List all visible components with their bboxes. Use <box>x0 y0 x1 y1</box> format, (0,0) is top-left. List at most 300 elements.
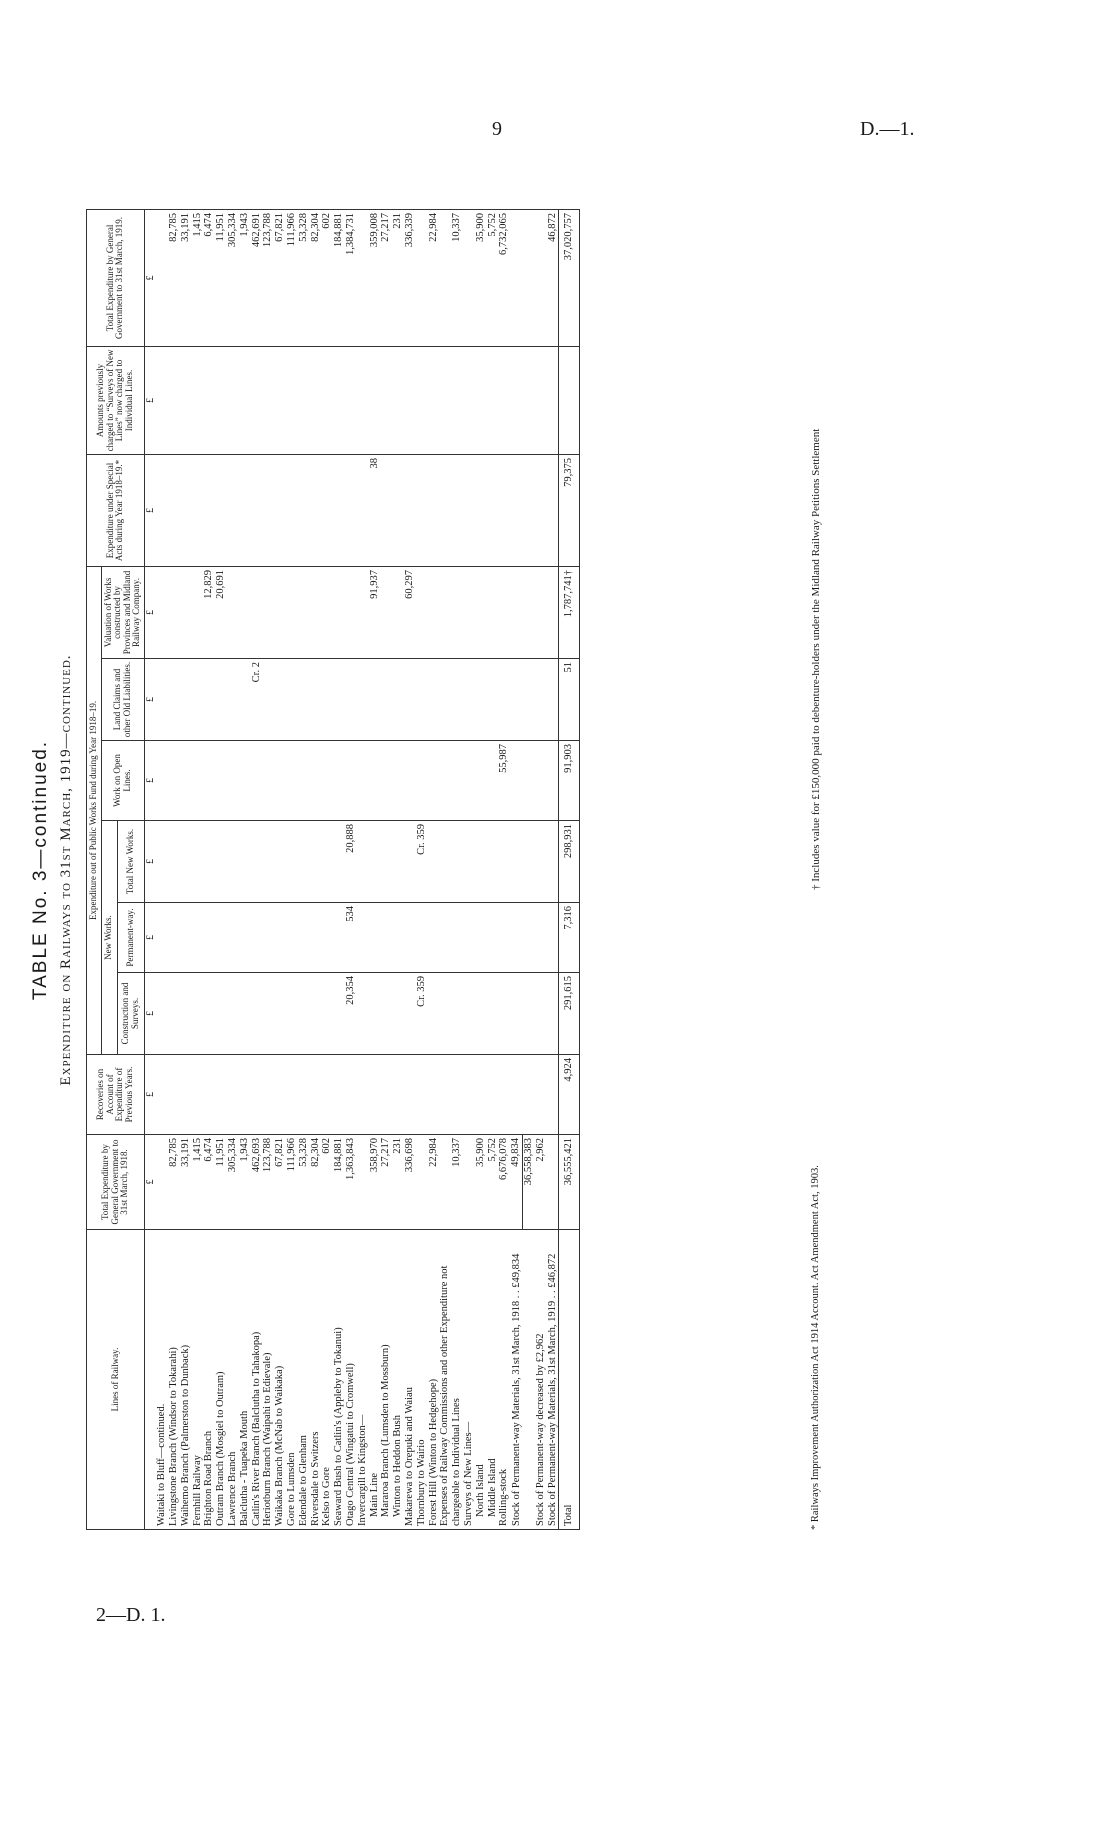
total-rec: 4,924 <box>559 1055 580 1135</box>
cell-t18: 35,900 <box>475 1135 487 1230</box>
cell-tnew <box>487 821 499 903</box>
cell-spec <box>298 454 310 566</box>
cell-land <box>463 659 475 741</box>
cell-tnew <box>203 821 215 903</box>
cell-surv <box>404 346 416 454</box>
line-name: Riversdale to Switzers <box>310 1230 322 1530</box>
cell-spec <box>156 454 168 566</box>
cell-spec <box>463 454 475 566</box>
line-name: Main Line <box>369 1230 381 1530</box>
currency-mark: £ <box>144 821 156 903</box>
cell-open <box>416 741 428 821</box>
col-total-1918: Total Expenditure by General Government to 31st March, 1918. <box>87 1135 145 1230</box>
cell-tnew <box>369 821 381 903</box>
table-row <box>251 209 263 1529</box>
line-name: Stock of Permanent-way Materials, 31st March, 1918 . . £49,834 <box>510 1230 522 1530</box>
cell-tnew <box>463 821 475 903</box>
cell-open <box>286 741 298 821</box>
cell-val: 12,829 <box>203 566 215 658</box>
line-name: Otago Central (Wingatui to Cromwell) <box>345 1230 357 1530</box>
cell-tnew <box>428 821 440 903</box>
line-name <box>523 1230 535 1530</box>
table-row <box>321 209 333 1529</box>
cell-t18: 36,558,383 <box>523 1135 535 1230</box>
cell-spec <box>227 454 239 566</box>
total-cons: 291,615 <box>559 973 580 1055</box>
line-name: Fernhill Railway <box>192 1230 204 1530</box>
cell-rec <box>498 1055 510 1135</box>
cell-t19 <box>156 209 168 346</box>
cell-surv <box>416 346 428 454</box>
cell-val <box>192 566 204 658</box>
table-row <box>180 209 192 1529</box>
cell-perm <box>475 903 487 973</box>
cell-perm <box>510 903 522 973</box>
cell-land <box>369 659 381 741</box>
cell-surv <box>392 346 404 454</box>
cell-cons: 20,354 <box>345 973 357 1055</box>
cell-t19: 82,304 <box>310 209 322 346</box>
table-row <box>203 209 215 1529</box>
table-row <box>357 209 369 1529</box>
col-land-claims: Land Claims and other Old Liabilities. <box>101 659 144 741</box>
line-name: Thornbury to Wairio <box>416 1230 428 1530</box>
cell-cons <box>333 973 345 1055</box>
cell-val <box>392 566 404 658</box>
cell-tnew <box>227 821 239 903</box>
cell-tnew: 20,888 <box>345 821 357 903</box>
cell-t19: 184,881 <box>333 209 345 346</box>
col-lines: Lines of Railway. <box>87 1230 145 1530</box>
line-name: Kelso to Gore <box>321 1230 333 1530</box>
cell-t19: 1,943 <box>239 209 251 346</box>
cell-t19: 1,384,731 <box>345 209 357 346</box>
cell-cons <box>286 973 298 1055</box>
cell-tnew <box>298 821 310 903</box>
cell-rec <box>369 1055 381 1135</box>
cell-val <box>487 566 499 658</box>
cell-perm: 534 <box>345 903 357 973</box>
cell-spec <box>262 454 274 566</box>
cell-spec <box>215 454 227 566</box>
cell-t19: 11,951 <box>215 209 227 346</box>
cell-open <box>251 741 263 821</box>
table-row <box>487 209 499 1529</box>
cell-land <box>392 659 404 741</box>
line-name: Stock of Permanent-way Materials, 31st March, 1919 . . £46,872 <box>547 1230 559 1530</box>
cell-perm <box>227 903 239 973</box>
line-name: Waitaki to Bluff—continued. <box>156 1230 168 1530</box>
page-number: 9 <box>492 118 502 140</box>
cell-open <box>298 741 310 821</box>
cell-val <box>439 566 463 658</box>
cell-cons <box>498 973 510 1055</box>
cell-surv <box>547 346 559 454</box>
cell-spec <box>321 454 333 566</box>
cell-cons <box>168 973 180 1055</box>
cell-spec <box>487 454 499 566</box>
cell-perm <box>428 903 440 973</box>
table-row <box>369 209 381 1529</box>
cell-val <box>298 566 310 658</box>
cell-cons <box>535 973 547 1055</box>
cell-land <box>547 659 559 741</box>
cell-land <box>321 659 333 741</box>
cell-land <box>239 659 251 741</box>
cell-t18: 358,970 <box>369 1135 381 1230</box>
cell-land <box>274 659 286 741</box>
cell-t18 <box>547 1135 559 1230</box>
table-row <box>404 209 416 1529</box>
cell-open <box>333 741 345 821</box>
cell-cons <box>404 973 416 1055</box>
cell-t19: 5,752 <box>487 209 499 346</box>
cell-surv <box>168 346 180 454</box>
cell-t18: 49,834 <box>510 1135 522 1230</box>
cell-t18: 602 <box>321 1135 333 1230</box>
cell-spec <box>523 454 535 566</box>
line-name: Winton to Heddon Bush <box>392 1230 404 1530</box>
cell-t18: 82,785 <box>168 1135 180 1230</box>
cell-val <box>416 566 428 658</box>
cell-cons <box>428 973 440 1055</box>
cell-rec <box>333 1055 345 1135</box>
cell-val <box>345 566 357 658</box>
cell-tnew <box>286 821 298 903</box>
cell-t18 <box>416 1135 428 1230</box>
cell-spec <box>168 454 180 566</box>
col-total-1919: Total Expenditure by General Government to 31st March, 1919. <box>87 209 145 346</box>
cell-cons <box>321 973 333 1055</box>
cell-perm <box>286 903 298 973</box>
total-spec: 79,375 <box>559 454 580 566</box>
cell-cons <box>392 973 404 1055</box>
cell-perm <box>310 903 322 973</box>
cell-cons <box>215 973 227 1055</box>
table-row <box>439 209 463 1529</box>
cell-rec <box>227 1055 239 1135</box>
cell-t18: 1,363,843 <box>345 1135 357 1230</box>
cell-land <box>345 659 357 741</box>
cell-cons <box>487 973 499 1055</box>
cell-t19: 33,191 <box>180 209 192 346</box>
total-surveys <box>559 346 580 454</box>
total-open: 91,903 <box>559 741 580 821</box>
cell-cons: Cr. 359 <box>416 973 428 1055</box>
cell-surv <box>321 346 333 454</box>
cell-spec <box>333 454 345 566</box>
cell-spec <box>286 454 298 566</box>
cell-rec <box>535 1055 547 1135</box>
cell-val <box>321 566 333 658</box>
cell-rec <box>487 1055 499 1135</box>
cell-t19: 462,691 <box>251 209 263 346</box>
cell-rec <box>392 1055 404 1135</box>
cell-tnew <box>380 821 392 903</box>
cell-rec <box>192 1055 204 1135</box>
cell-t19: 53,328 <box>298 209 310 346</box>
col-surveys-charged: Amounts previously charged to “Surveys of New Lines” now charged to Individual Lines. <box>87 346 145 454</box>
table-body <box>144 209 559 1529</box>
cell-spec <box>510 454 522 566</box>
cell-perm <box>416 903 428 973</box>
cell-t18: 184,881 <box>333 1135 345 1230</box>
cell-t19: 6,732,065 <box>498 209 510 346</box>
cell-perm <box>439 903 463 973</box>
cell-surv <box>380 346 392 454</box>
cell-perm <box>463 903 475 973</box>
cell-spec <box>345 454 357 566</box>
line-name: Livingstone Branch (Windsor to Tokarahi) <box>168 1230 180 1530</box>
cell-cons <box>227 973 239 1055</box>
cell-land <box>487 659 499 741</box>
cell-val <box>475 566 487 658</box>
cell-open <box>510 741 522 821</box>
cell-spec <box>498 454 510 566</box>
cell-val <box>428 566 440 658</box>
cell-open <box>428 741 440 821</box>
cell-surv <box>475 346 487 454</box>
total-val: 1,787,741† <box>559 566 580 658</box>
cell-cons <box>357 973 369 1055</box>
cell-open <box>227 741 239 821</box>
currency-mark: £ <box>144 1135 156 1230</box>
cell-t19 <box>535 209 547 346</box>
table-row <box>262 209 274 1529</box>
cell-land <box>428 659 440 741</box>
cell-surv <box>369 346 381 454</box>
col-open-lines: Work on Open Lines. <box>101 741 144 821</box>
cell-t18: 231 <box>392 1135 404 1230</box>
cell-cons <box>262 973 274 1055</box>
cell-land <box>535 659 547 741</box>
cell-t19: 46,872 <box>547 209 559 346</box>
cell-land <box>380 659 392 741</box>
currency-mark: £ <box>144 659 156 741</box>
cell-cons <box>510 973 522 1055</box>
cell-open <box>156 741 168 821</box>
cell-t19: 10,337 <box>439 209 463 346</box>
cell-open <box>180 741 192 821</box>
cell-val: 91,937 <box>369 566 381 658</box>
cell-rec <box>274 1055 286 1135</box>
cell-surv <box>510 346 522 454</box>
cell-perm <box>251 903 263 973</box>
cell-val <box>380 566 392 658</box>
cell-open <box>487 741 499 821</box>
col-permanent-way: Permanent-way. <box>117 903 144 973</box>
cell-tnew <box>215 821 227 903</box>
cell-cons <box>369 973 381 1055</box>
cell-surv <box>357 346 369 454</box>
cell-rec <box>380 1055 392 1135</box>
cell-cons <box>239 973 251 1055</box>
cell-spec <box>180 454 192 566</box>
cell-t19: 6,474 <box>203 209 215 346</box>
col-total-new-works: Total New Works. <box>117 821 144 903</box>
table-row <box>192 209 204 1529</box>
table-subtitle: Expenditure on Railways to 31st March, 1919—continued. <box>58 654 74 1086</box>
cell-t18: 2,962 <box>535 1135 547 1230</box>
cell-surv <box>498 346 510 454</box>
cell-rec <box>439 1055 463 1135</box>
cell-t18: 336,698 <box>404 1135 416 1230</box>
line-name: Makarewa to Orepuki and Waiau <box>404 1230 416 1530</box>
cell-spec: 38 <box>369 454 381 566</box>
cell-land <box>227 659 239 741</box>
line-name: Catlin's River Branch (Balclutha to Tahakopa) <box>251 1230 263 1530</box>
line-name: Gore to Lumsden <box>286 1230 298 1530</box>
cell-land <box>168 659 180 741</box>
table-row <box>345 209 357 1529</box>
currency-mark: £ <box>144 566 156 658</box>
cell-cons <box>463 973 475 1055</box>
line-name: Expenses of Railway Commissions and other Expenditure not chargeable to Individual Lines <box>439 1230 463 1530</box>
cell-land <box>310 659 322 741</box>
cell-val <box>274 566 286 658</box>
cell-perm <box>404 903 416 973</box>
cell-val <box>262 566 274 658</box>
cell-cons <box>156 973 168 1055</box>
table-row <box>498 209 510 1529</box>
cell-cons <box>180 973 192 1055</box>
cell-rec <box>404 1055 416 1135</box>
cell-open <box>321 741 333 821</box>
cell-surv <box>345 346 357 454</box>
table-row <box>416 209 428 1529</box>
cell-t18: 111,966 <box>286 1135 298 1230</box>
cell-spec <box>439 454 463 566</box>
cell-t18: 27,217 <box>380 1135 392 1230</box>
currency-row <box>144 209 156 1529</box>
cell-val <box>227 566 239 658</box>
cell-t18: 1,415 <box>192 1135 204 1230</box>
table-row <box>510 209 522 1529</box>
line-name: North Island <box>475 1230 487 1530</box>
cell-tnew <box>498 821 510 903</box>
cell-val <box>333 566 345 658</box>
cell-val <box>156 566 168 658</box>
line-name: Middle Island <box>487 1230 499 1530</box>
cell-rec <box>310 1055 322 1135</box>
table-row <box>547 209 559 1529</box>
cell-t19: 1,415 <box>192 209 204 346</box>
cell-t18: 462,693 <box>251 1135 263 1230</box>
cell-rec <box>215 1055 227 1135</box>
cell-open <box>215 741 227 821</box>
cell-perm <box>498 903 510 973</box>
cell-rec <box>262 1055 274 1135</box>
cell-t19 <box>523 209 535 346</box>
cell-rec <box>523 1055 535 1135</box>
table-title: TABLE No. 3—continued. <box>30 739 51 1001</box>
line-name: Edendale to Glenham <box>298 1230 310 1530</box>
table-row <box>310 209 322 1529</box>
cell-t19: 359,008 <box>369 209 381 346</box>
cell-land <box>498 659 510 741</box>
cell-rec <box>416 1055 428 1135</box>
cell-cons <box>439 973 463 1055</box>
table-row <box>523 209 535 1529</box>
cell-surv <box>239 346 251 454</box>
cell-land <box>510 659 522 741</box>
cell-val: 20,691 <box>215 566 227 658</box>
cell-perm <box>357 903 369 973</box>
cell-open <box>345 741 357 821</box>
line-name: Waihemo Branch (Palmerston to Dunback) <box>180 1230 192 1530</box>
cell-perm <box>192 903 204 973</box>
cell-spec <box>251 454 263 566</box>
cell-tnew <box>262 821 274 903</box>
cell-val <box>498 566 510 658</box>
cell-rec <box>357 1055 369 1135</box>
col-new-works: New Works. <box>101 821 117 1055</box>
cell-land <box>523 659 535 741</box>
cell-spec <box>310 454 322 566</box>
cell-land <box>192 659 204 741</box>
cell-open <box>239 741 251 821</box>
cell-spec <box>428 454 440 566</box>
line-name: Balclutha - Tuapeka Mouth <box>239 1230 251 1530</box>
cell-t19: 67,821 <box>274 209 286 346</box>
cell-t18 <box>357 1135 369 1230</box>
currency-mark: £ <box>144 973 156 1055</box>
line-name: Brighton Road Branch <box>203 1230 215 1530</box>
cell-spec <box>274 454 286 566</box>
cell-surv <box>203 346 215 454</box>
line-name: Stock of Permanent-way decreased by £2,962 <box>535 1230 547 1530</box>
cell-tnew <box>310 821 322 903</box>
table-row <box>298 209 310 1529</box>
cell-t18: 6,474 <box>203 1135 215 1230</box>
cell-t18: 33,191 <box>180 1135 192 1230</box>
cell-t19: 22,984 <box>428 209 440 346</box>
currency-mark: £ <box>144 903 156 973</box>
currency-mark: £ <box>144 209 156 346</box>
total-t19: 37,020,757 <box>559 209 580 346</box>
cell-rec <box>345 1055 357 1135</box>
col-valuation: Valuation of Works constructed by Provinces and Midland Railway Company. <box>101 566 144 658</box>
total-label: Total <box>559 1230 580 1530</box>
cell-tnew <box>510 821 522 903</box>
cell-cons <box>310 973 322 1055</box>
cell-surv <box>192 346 204 454</box>
cell-land <box>180 659 192 741</box>
currency-mark: £ <box>144 741 156 821</box>
cell-spec <box>357 454 369 566</box>
currency-mark: £ <box>144 454 156 566</box>
cell-t19: 602 <box>321 209 333 346</box>
total-land: 51 <box>559 659 580 741</box>
cell-tnew <box>239 821 251 903</box>
cell-open <box>310 741 322 821</box>
cell-spec <box>203 454 215 566</box>
cell-land <box>439 659 463 741</box>
cell-surv <box>215 346 227 454</box>
cell-surv <box>286 346 298 454</box>
cell-t18: 123,788 <box>262 1135 274 1230</box>
cell-open <box>463 741 475 821</box>
cell-perm <box>523 903 535 973</box>
line-name: Outram Branch (Mosgiel to Outram) <box>215 1230 227 1530</box>
cell-open <box>274 741 286 821</box>
cell-val <box>168 566 180 658</box>
cell-open <box>203 741 215 821</box>
cell-land <box>416 659 428 741</box>
cell-val <box>510 566 522 658</box>
table-row <box>475 209 487 1529</box>
cell-land <box>203 659 215 741</box>
